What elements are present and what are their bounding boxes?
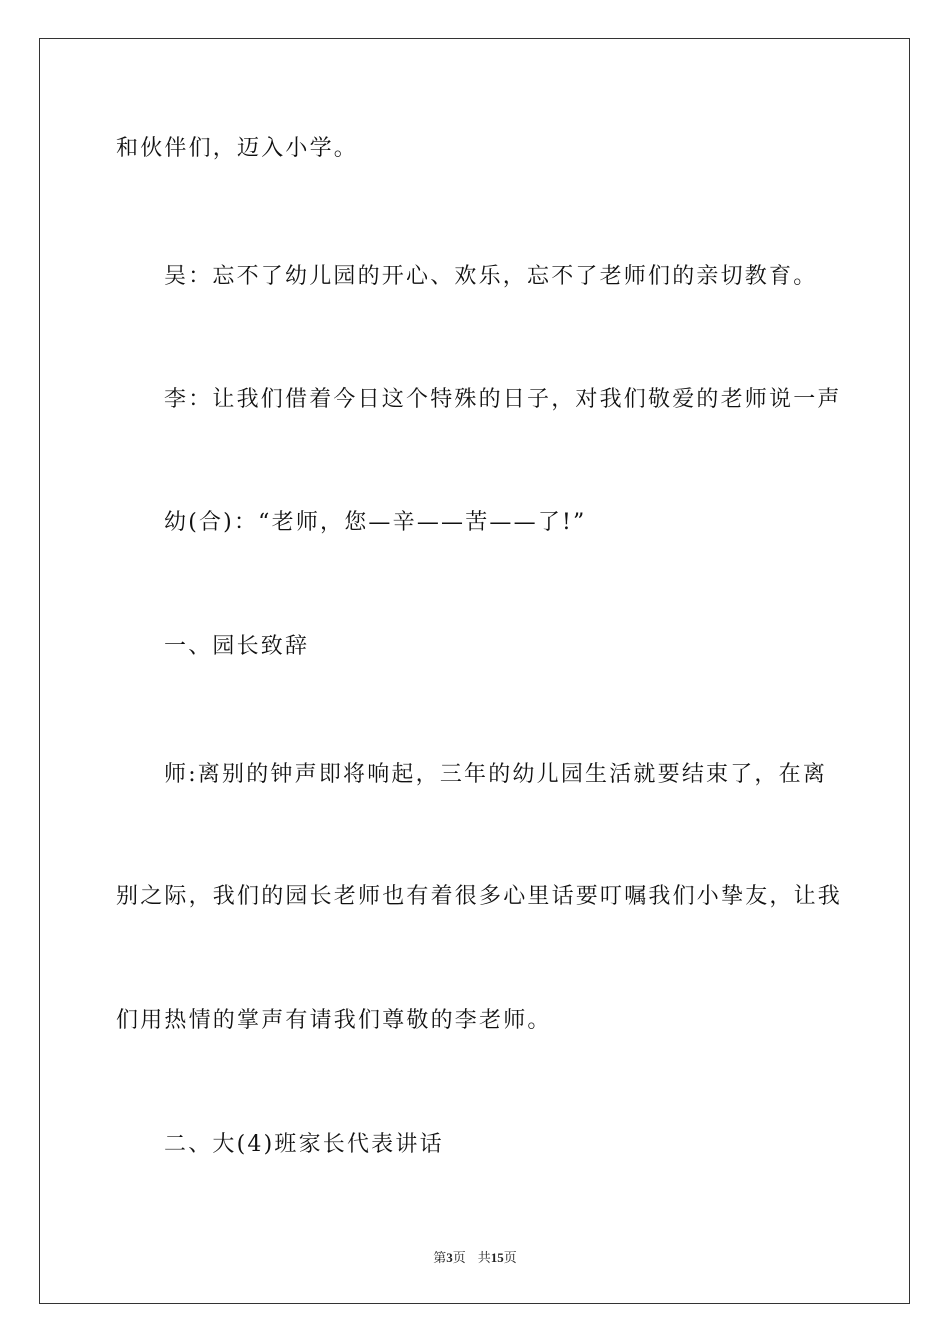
- text-line-1: 和伙伴们，迈入小学。: [116, 136, 359, 161]
- footer-total-suffix: 页: [503, 1251, 517, 1266]
- text-line-2: 吴：忘不了幼儿园的开心、欢乐，忘不了老师们的亲切教育。: [164, 264, 818, 289]
- footer-page-prefix: 第: [433, 1251, 447, 1266]
- text-line-8: 们用热情的掌声有请我们尊敬的李老师。: [116, 1008, 552, 1033]
- page-footer: [0, 1247, 950, 1266]
- text-line-4: 幼(合)：“老师，您—辛——苦——了!”: [164, 510, 587, 535]
- text-line-3: 李：让我们借着今日这个特殊的日子，对我们敬爱的老师说一声: [164, 387, 842, 412]
- page-frame: [39, 38, 910, 1304]
- footer-total-prefix: 共: [477, 1251, 491, 1266]
- footer-total-pages: 15: [490, 1250, 504, 1265]
- section-heading-1: 一、园长致辞: [164, 634, 310, 659]
- text-line-7: 别之际，我们的园长老师也有着很多心里话要叮嘱我们小挚友，让我: [116, 884, 843, 909]
- text-line-6: 师:离别的钟声即将响起，三年的幼儿园生活就要结束了，在离: [164, 762, 828, 787]
- section-heading-2: 二、大(4)班家长代表讲话: [164, 1132, 444, 1157]
- footer-page-number: 3: [446, 1250, 453, 1265]
- footer-page-suffix: 页: [452, 1251, 466, 1266]
